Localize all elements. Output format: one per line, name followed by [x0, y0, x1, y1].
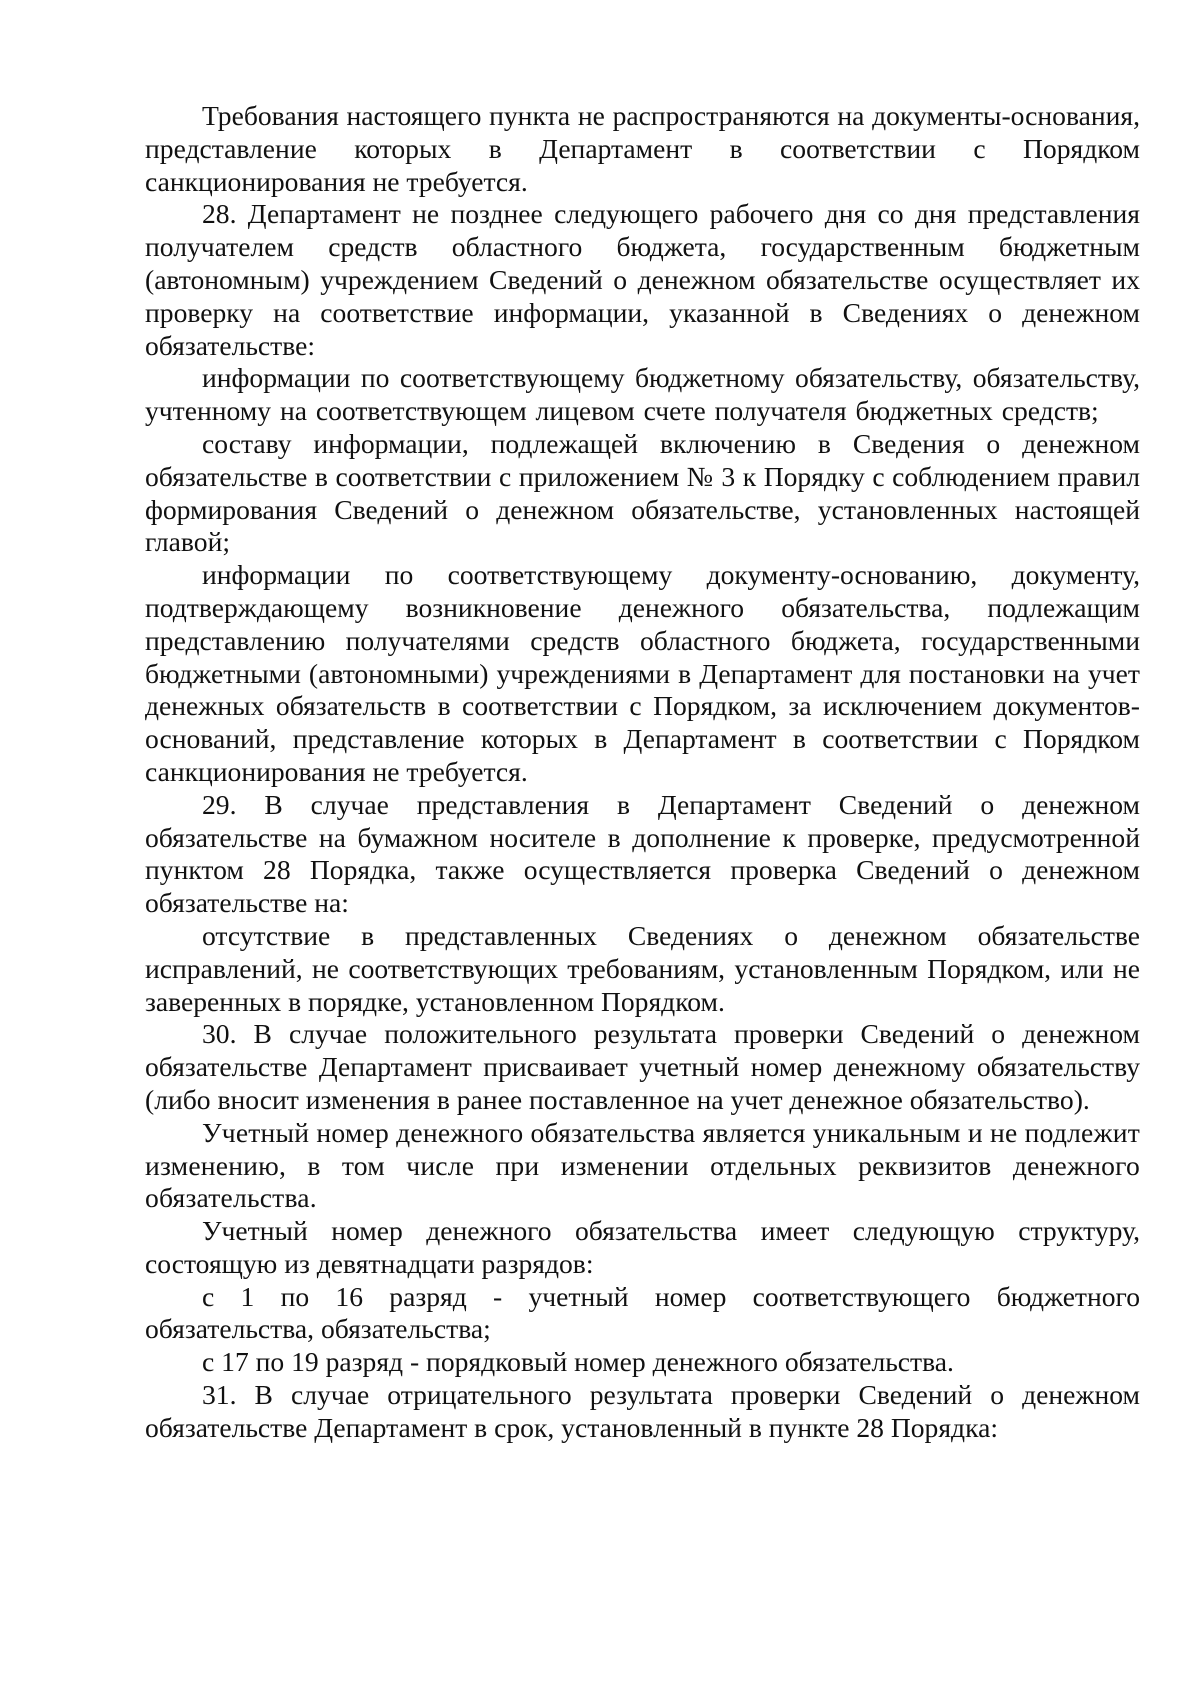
- paragraph-check-budget-obligation: информации по соответствующему бюджетному обязательству, обязательству, учтенному на соответствующем лицевом счете получателя бюджетных средств;: [145, 362, 1140, 427]
- paragraph-item-28: 28. Департамент не позднее следующего рабочего дня со дня представления получателем средств областного бюджета, государственным бюджетным (автономным) учреждением Сведений о денежном обязательстве осуществляет их проверку на соответствие информации, указанной в Сведениях о денежном обязательстве:: [145, 198, 1140, 361]
- paragraph-digits-17-19: с 17 по 19 разряд - порядковый номер денежного обязательства.: [202, 1346, 954, 1378]
- paragraph-check-information-composition: составу информации, подлежащей включению в Сведения о денежном обязательстве в соответствии с приложением № 3 к Порядку с соблюдением правил формирования Сведений о денежном обязательстве, установленных настоящей главой;: [145, 427, 1140, 558]
- paragraph-check-corrections: отсутствие в представленных Сведениях о денежном обязательстве исправлений, не соответствующих требованиям, установленным Порядком, или не заверенных в порядке, установленном Порядком.: [145, 919, 1140, 1017]
- paragraph-account-number-structure: Учетный номер денежного обязательства имеет следующую структуру, состоящую из девятнадцати разрядов:: [145, 1215, 1140, 1279]
- paragraph-digits-1-16: с 1 по 16 разряд - учетный номер соответствующего бюджетного обязательства, обязательства;: [145, 1280, 1140, 1345]
- document-page: [145, 100, 1140, 1445]
- paragraph-item-29: 29. В случае представления в Департамент Сведений о денежном обязательстве на бумажном носителе в дополнение к проверке, предусмотренной пунктом 28 Порядка, также осуществляется проверка Сведений о денежном обязательстве на:: [145, 788, 1140, 919]
- paragraph-account-number-unique: Учетный номер денежного обязательства является уникальным и не подлежит изменению, в том числе при изменении отдельных реквизитов денежного обязательства.: [145, 1116, 1140, 1214]
- paragraph-requirements-note: Требования настоящего пункта не распространяются на документы-основания, представление которых в Департамент в соответствии с Порядком санкционирования не требуется.: [145, 100, 1140, 197]
- paragraph-item-31: 31. В случае отрицательного результата проверки Сведений о денежном обязательстве Департамент в срок, установленный в пункте 28 Порядка:: [145, 1379, 1140, 1443]
- paragraph-check-basis-document: информации по соответствующему документу-основанию, документу, подтверждающему возникновение денежного обязательства, подлежащим представлению получателями средств областного бюджета, государственными бюджетными (автономными) учреждениями в Департамент для постановки на учет денежных обязательств в соответствии с Порядком, за исключением документов-оснований, представление которых в Департамент в соответствии с Порядком санкционирования не требуется.: [145, 559, 1140, 787]
- paragraph-item-30: 30. В случае положительного результата проверки Сведений о денежном обязательстве Департамент присваивает учетный номер денежному обязательству (либо вносит изменения в ранее поставленное на учет денежное обязательство).: [145, 1018, 1140, 1115]
